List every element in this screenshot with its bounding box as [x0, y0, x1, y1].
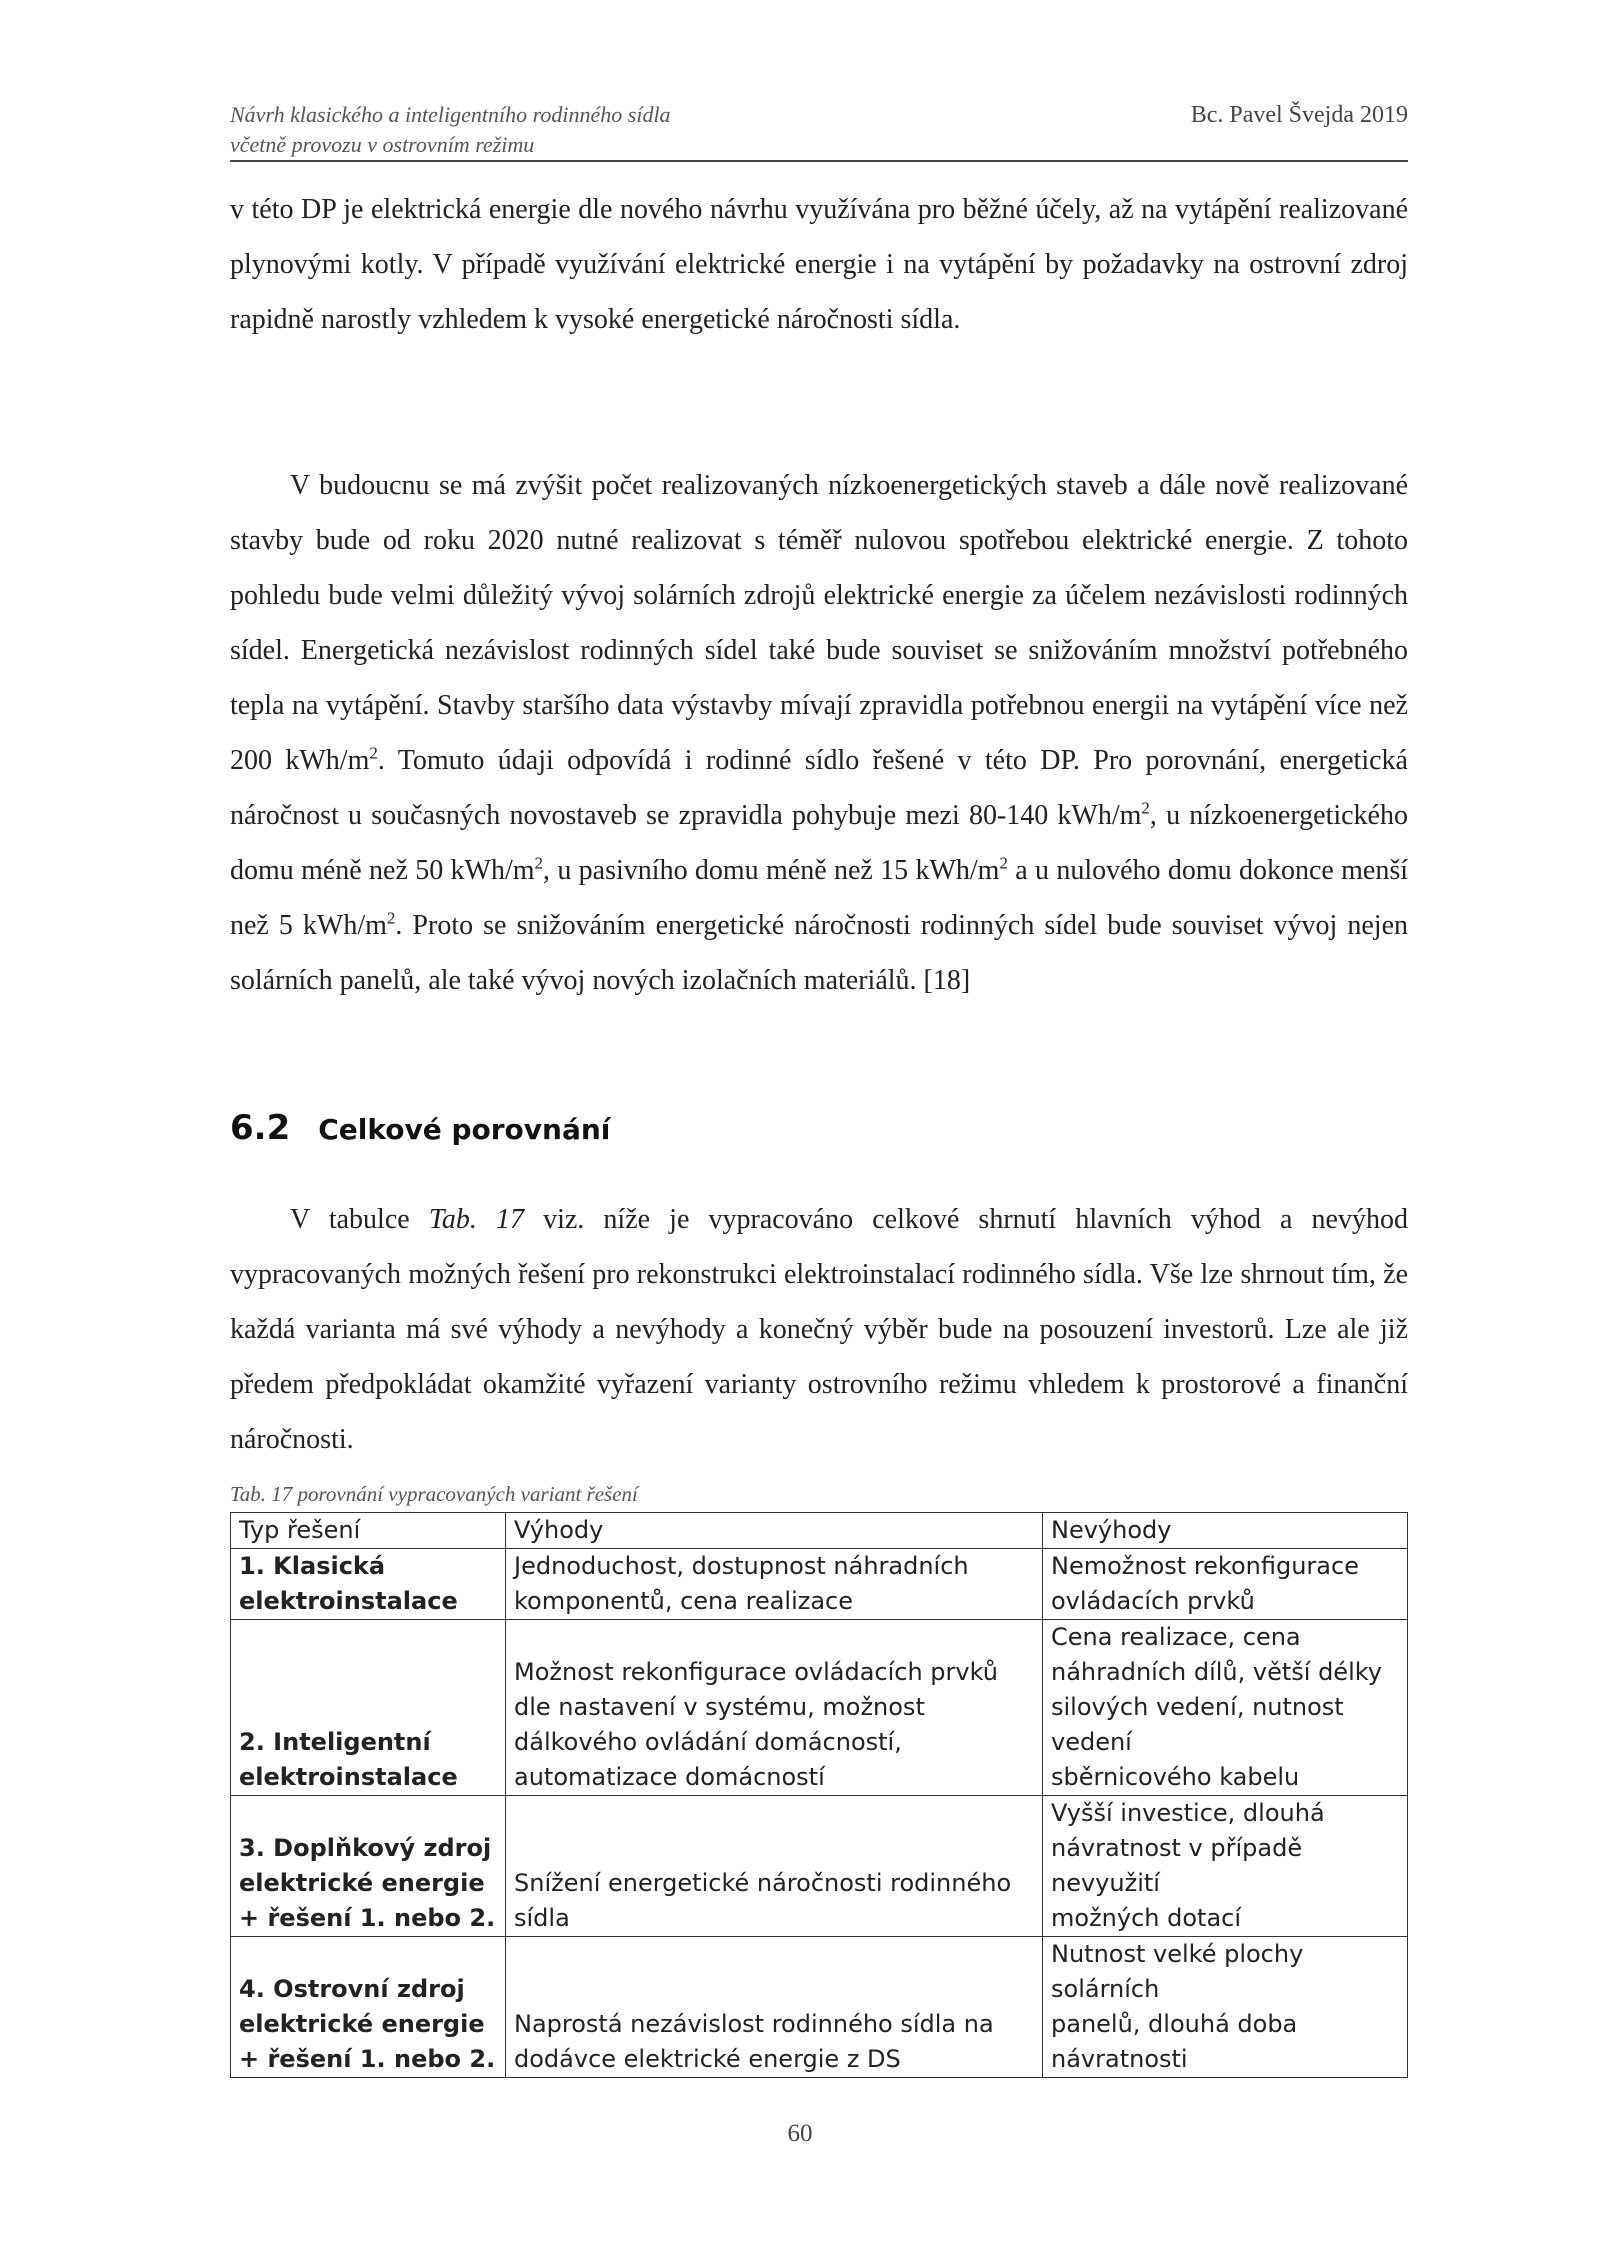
superscript: 2 [1141, 798, 1150, 818]
cell-line: 2. Inteligentní [239, 1728, 431, 1756]
cell-line: elektrické energie [239, 1869, 485, 1897]
paragraph-1: v této DP je elektrická energie dle nového návrhu využívána pro běžné účely, až na vytápění realizované plynovými kotly. V případě využívání elektrické energie i na vytápění by požadavky na ostrovní zdroj rapidně narostly vzhledem k vysoké energetické náročnosti sídla. [230, 194, 1408, 335]
cell-line: sběrnicového kabelu [1051, 1763, 1300, 1791]
column-header-disadvantages: Nevýhody [1043, 1513, 1408, 1549]
header-title-line2: včetně provozu v ostrovním režimu [230, 132, 535, 157]
cell-line: Cena realizace, cena [1051, 1623, 1301, 1651]
cell-advantages [506, 1937, 1043, 2078]
table-row [231, 1620, 1408, 1796]
section-number: 6.2 [230, 1108, 291, 1148]
cell-line: Snížení energetické náročnosti rodinného [514, 1869, 1012, 1897]
cell-line: elektroinstalace [239, 1587, 458, 1615]
cell-disadvantages [1043, 1796, 1408, 1937]
cell-line: návratnosti [1051, 2045, 1188, 2073]
cell-disadvantages [1043, 1620, 1408, 1796]
cell-line: automatizace domácností [514, 1763, 825, 1791]
paragraph-2-text: , u nízkoenergetického domu méně než 50 kWh/m [230, 800, 1408, 886]
cell-line: elektroinstalace [239, 1763, 458, 1791]
cell-line: Naprostá nezávislost rodinného sídla na [514, 2010, 994, 2038]
paragraph-2-text: . Tomuto údaji odpovídá i rodinné sídlo řešené v této DP. Pro porovnání, energetická náročnost u současných novostaveb se zpravidla pohybuje mezi 80-140 kWh/m [230, 745, 1408, 831]
cell-line: silových vedení, nutnost vedení [1051, 1693, 1344, 1756]
comparison-table [230, 1512, 1408, 2078]
paragraph-2-text: a u nulového domu dokonce menší než 5 kWh/m [230, 855, 1409, 941]
cell-line: dálkového ovládání domácností, [514, 1728, 902, 1756]
header-author: Bc. Pavel Švejda 2019 [1190, 102, 1408, 128]
paragraph-2 [230, 458, 1408, 1008]
cell-line: 3. Doplňkový zdroj [239, 1834, 492, 1862]
cell-type [231, 1549, 506, 1620]
cell-line: dodávce elektrické energie z DS [514, 2045, 901, 2073]
cell-line: dle nastavení v systému, možnost [514, 1693, 925, 1721]
cell-line: návratnost v případě nevyužití [1051, 1834, 1303, 1897]
cell-line: Nemožnost rekonfigurace [1051, 1552, 1359, 1580]
superscript: 2 [386, 908, 396, 928]
table-row [231, 1549, 1408, 1620]
cell-line: možných dotací [1051, 1904, 1242, 1932]
cell-disadvantages [1043, 1937, 1408, 2078]
cell-disadvantages [1043, 1549, 1408, 1620]
cell-type [231, 1937, 506, 2078]
cell-advantages [506, 1796, 1043, 1937]
page-number: 60 [787, 2120, 813, 2147]
page-header [230, 92, 1408, 162]
cell-line: Nutnost velké plochy solárních [1051, 1940, 1304, 2003]
header-title [230, 100, 671, 160]
superscript: 2 [534, 853, 544, 873]
cell-line: sídla [514, 1904, 570, 1932]
cell-type [231, 1796, 506, 1937]
cell-advantages [506, 1620, 1043, 1796]
cell-line: 1. Klasická [239, 1552, 386, 1580]
cell-line: + řešení 1. nebo 2. [239, 1904, 496, 1932]
table-reference: Tab. 17 [428, 1204, 524, 1235]
cell-line: náhradních dílů, větší délky [1051, 1658, 1382, 1686]
cell-advantages [506, 1549, 1043, 1620]
paragraph-2-text: , u pasivního domu méně než 15 kWh/m [543, 855, 1000, 886]
cell-line: + řešení 1. nebo 2. [239, 2045, 496, 2073]
paragraph-2-text: V budoucnu se má zvýšit počet realizovaných nízkoenergetických staveb a dále nově realizované stavby bude od roku 2020 nutné realizovat s téměř nulovou spotřebou elektrické energie. Z tohoto pohledu bude velmi důležitý vývoj solárních zdrojů elektrické energie za účelem nezávislosti rodinných sídel. Energetická nezávislost rodinných sídel také bude souviset se snižováním množství potřebného tepla na vytápění. Stavby staršího data výstavby mívají zpravidla potřebnou energii na vytápění více než 200 kWh/m [230, 470, 1408, 776]
cell-line: Jednoduchost, dostupnost náhradních [514, 1552, 969, 1580]
superscript: 2 [369, 743, 378, 763]
paragraph-2-text: . Proto se snižováním energetické náročnosti rodinných sídel bude souviset vývoj nejen solárních panelů, ale také vývoj nových izolačních materiálů. [18] [230, 910, 1408, 996]
table-header-row [231, 1513, 1408, 1549]
header-title-line1: Návrh klasického a inteligentního rodinného sídla [230, 102, 671, 127]
cell-line: Možnost rekonfigurace ovládacích prvků [514, 1658, 998, 1686]
table-row [231, 1796, 1408, 1937]
table-row [231, 1937, 1408, 2078]
cell-type [231, 1620, 506, 1796]
cell-line: ovládacích prvků [1051, 1587, 1255, 1615]
column-header-type: Typ řešení [231, 1513, 506, 1549]
paragraph-3-text: viz. níže je vypracováno celkové shrnutí hlavních výhod a nevýhod vypracovaných možných řešení pro rekonstrukci elektroinstalací rodinného sídla. Vše lze shrnout tím, že každá varianta má své výhody a nevýhody a konečný výběr bude na posouzení investorů. Lze ale již předem předpokládat okamžité vyřazení varianty ostrovního režimu vhledem k prostorové a finanční náročnosti. [230, 1204, 1408, 1455]
cell-line: 4. Ostrovní zdroj [239, 1975, 465, 2003]
cell-line: panelů, dlouhá doba [1051, 2010, 1298, 2038]
cell-line: Vyšší investice, dlouhá [1051, 1799, 1325, 1827]
cell-line: komponentů, cena realizace [514, 1587, 854, 1615]
table-caption: Tab. 17 porovnání vypracovaných variant řešení [230, 1482, 638, 1506]
section-title: Celkové porovnání [318, 1113, 611, 1146]
column-header-advantages: Výhody [506, 1513, 1043, 1549]
paragraph-3-text: V tabulce [290, 1204, 429, 1235]
superscript: 2 [999, 853, 1008, 873]
section-heading [230, 1108, 610, 1150]
cell-line: elektrické energie [239, 2010, 485, 2038]
paragraph-3 [230, 1192, 1408, 1467]
